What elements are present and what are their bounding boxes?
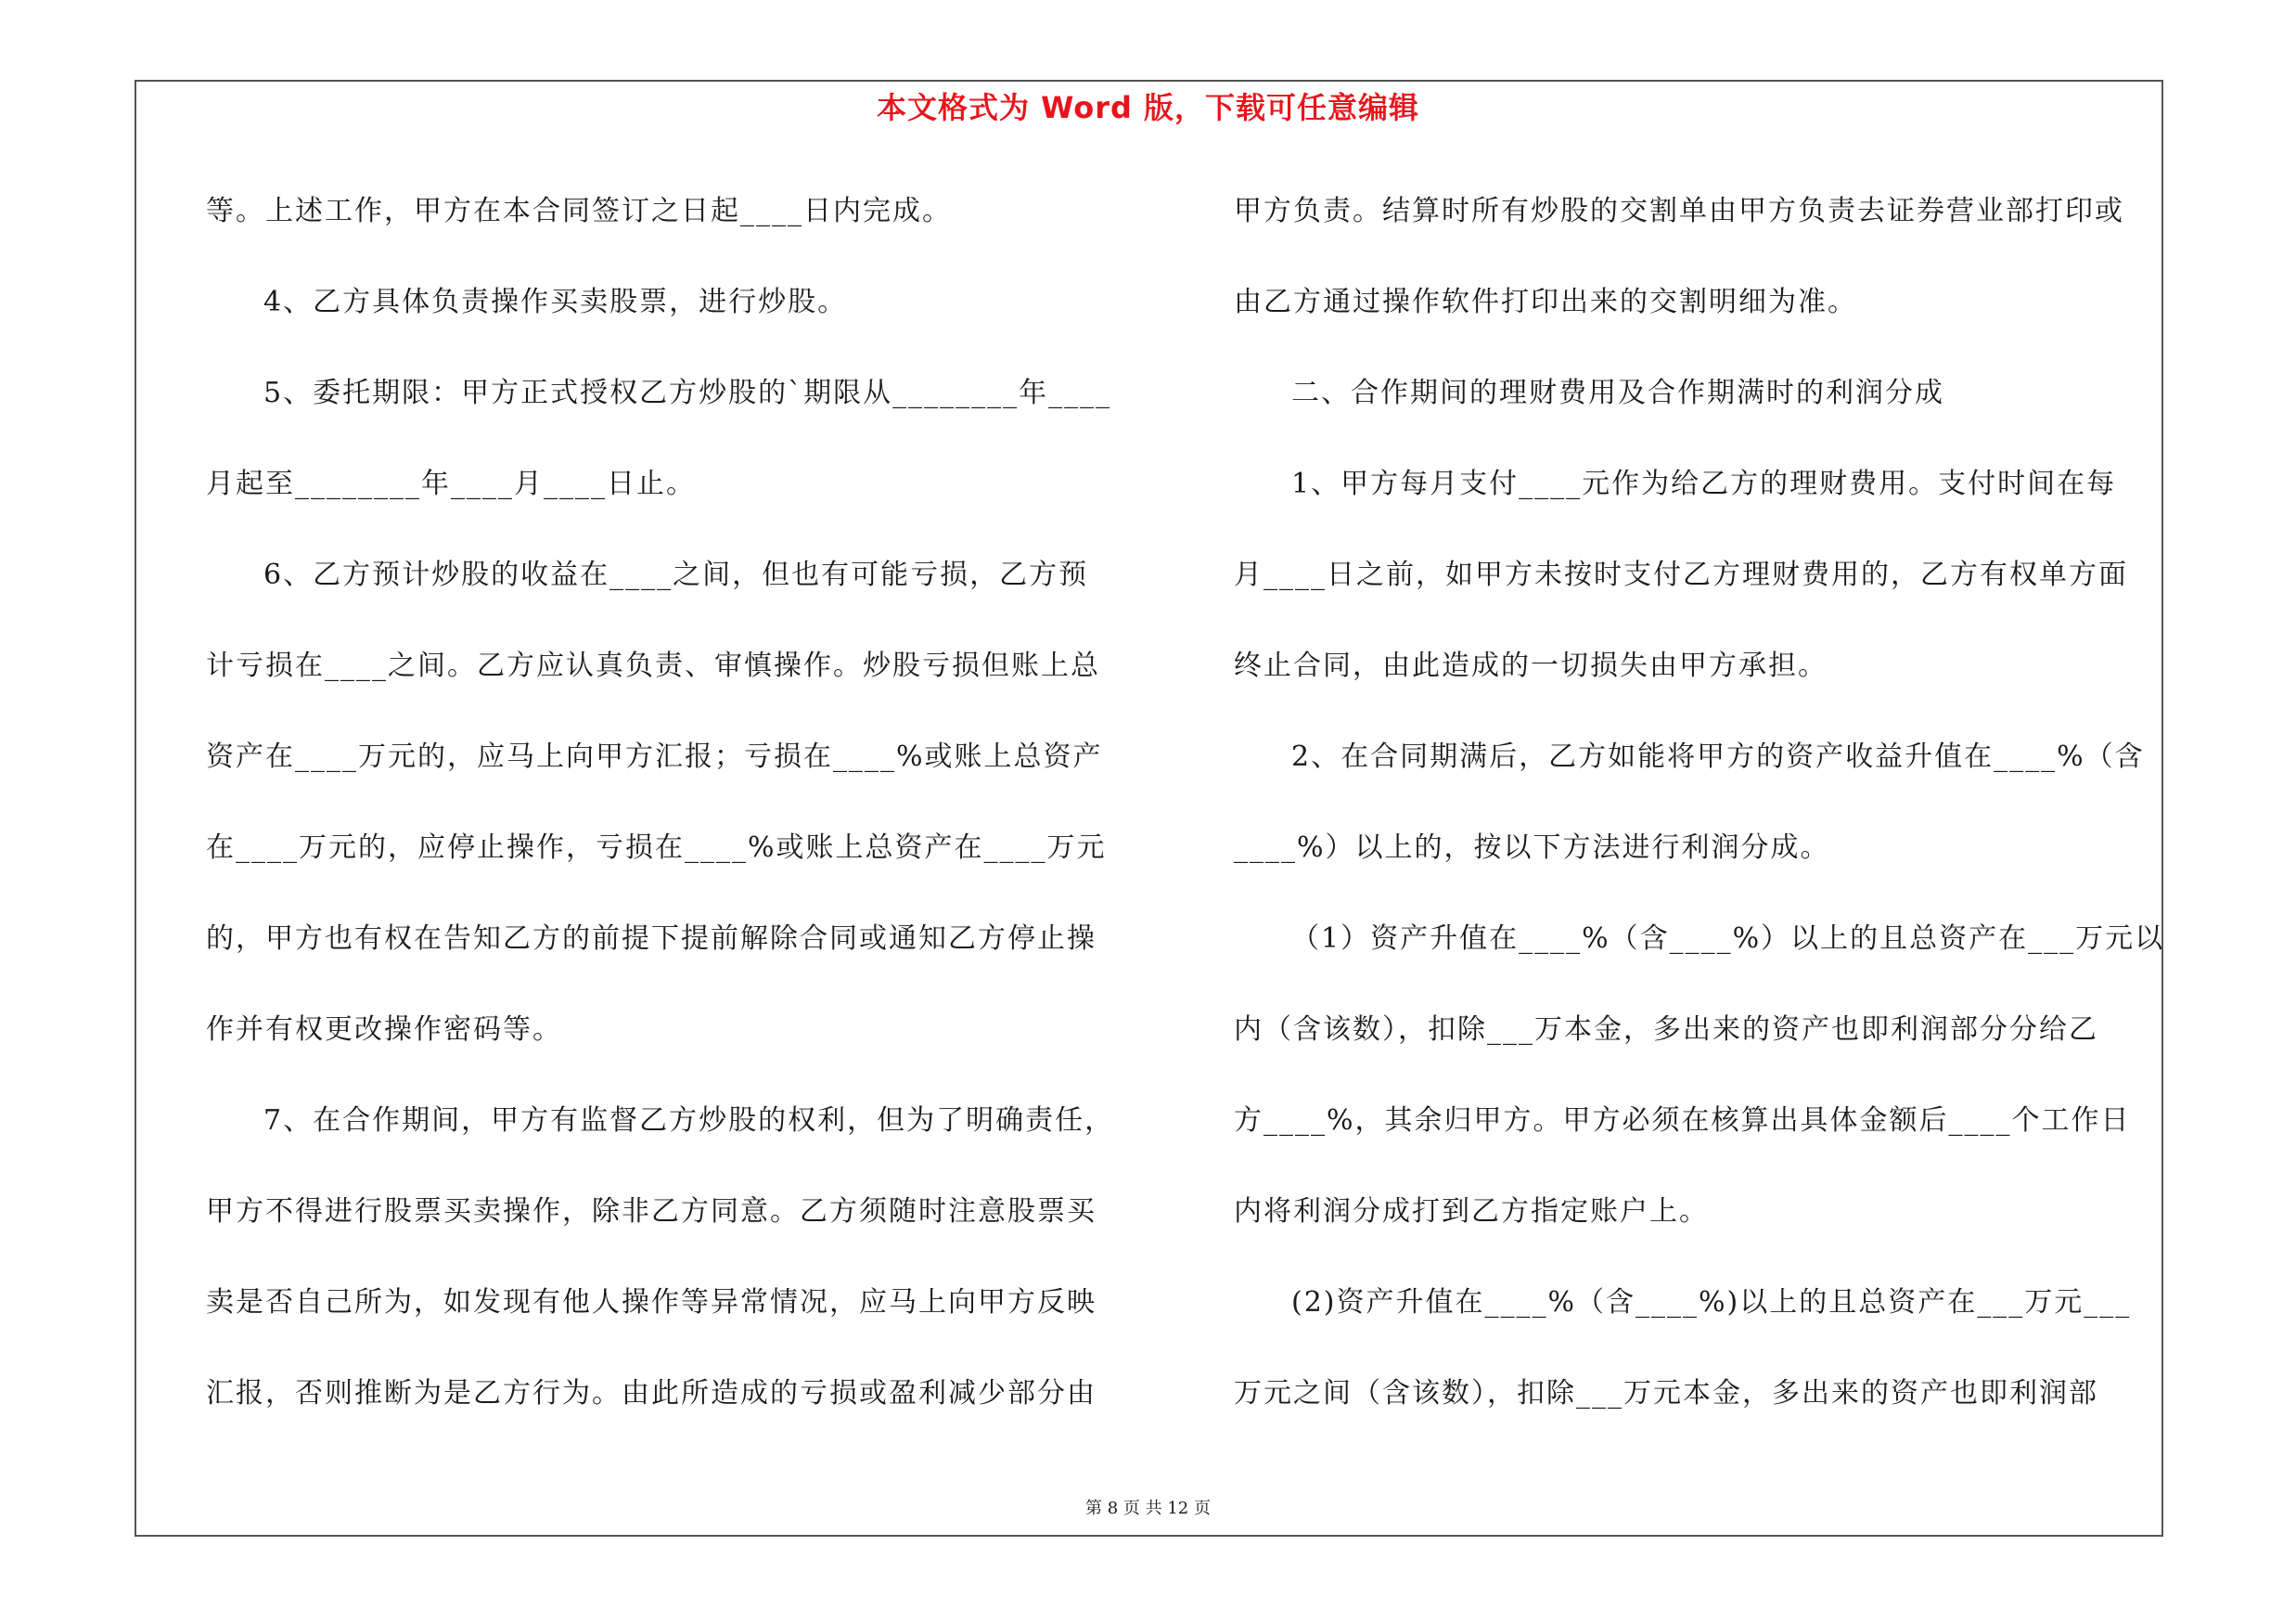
text-line: 的，甲方也有权在告知乙方的前提下提前解除合同或通知乙方停止操 — [206, 922, 1097, 955]
text-line: 在____万元的，应停止操作，亏损在____%或账上总资产在____万元 — [206, 831, 1107, 864]
text-line: 1、甲方每月支付____元作为给乙方的理财费用。支付时间在每 — [1291, 468, 2117, 500]
text-line: 7、在合作期间，甲方有监督乙方炒股的权利，但为了明确责任， — [263, 1104, 1115, 1137]
text-line: 汇报，否则推断为是乙方行为。由此所造成的亏损或盈利减少部分由 — [206, 1377, 1097, 1410]
text-line: 甲方不得进行股票买卖操作，除非乙方同意。乙方须随时注意股票买 — [206, 1195, 1097, 1228]
text-line: 计亏损在____之间。乙方应认真负责、审慎操作。炒股亏损但账上总 — [206, 650, 1100, 682]
text-line: ____%）以上的，按以下方法进行利润分成。 — [1234, 831, 1830, 864]
format-notice-banner: 本文格式为 Word 版，下载可任意编辑 — [876, 90, 1420, 125]
text-line: (2)资产升值在____%（含____%)以上的且总资产在___万元___ — [1291, 1286, 2132, 1319]
text-line: 万元之间（含该数），扣除___万元本金，多出来的资产也即利润部 — [1234, 1377, 2098, 1410]
text-line: 4、乙方具体负责操作买卖股票，进行炒股。 — [263, 286, 848, 318]
text-line: 月____日之前，如甲方未按时支付乙方理财费用的，乙方有权单方面 — [1234, 559, 2128, 591]
text-line: 由乙方通过操作软件打印出来的交割明细为准。 — [1234, 286, 1857, 318]
text-line: 2、在合同期满后，乙方如能将甲方的资产收益升值在____%（含 — [1291, 741, 2145, 773]
text-line: 月起至________年____月____日止。 — [206, 468, 696, 500]
text-line: 等。上述工作，甲方在本合同签订之日起____日内完成。 — [206, 195, 952, 227]
right-column — [1234, 186, 2173, 1459]
text-line: 资产在____万元的，应马上向甲方汇报；亏损在____%或账上总资产 — [206, 741, 1103, 773]
text-line: 5、委托期限：甲方正式授权乙方炒股的`期限从________年____ — [263, 377, 1112, 409]
text-line: 作并有权更改操作密码等。 — [206, 1013, 562, 1046]
page-number-footer: 第 8 页 共 12 页 — [1085, 1499, 1211, 1518]
text-line: 内（含该数），扣除___万本金，多出来的资产也即利润部分分给乙 — [1234, 1013, 2098, 1046]
text-line: 内将利润分成打到乙方指定账户上。 — [1234, 1195, 1709, 1228]
left-column — [206, 186, 1145, 1459]
text-line: 6、乙方预计炒股的收益在____之间，但也有可能亏损，乙方预 — [263, 559, 1089, 591]
text-line: 方____%，其余归甲方。甲方必须在核算出具体金额后____个工作日 — [1234, 1104, 2131, 1137]
text-line: 终止合同，由此造成的一切损失由甲方承担。 — [1234, 650, 1828, 682]
text-line: 甲方负责。结算时所有炒股的交割单由甲方负责去证券营业部打印或 — [1234, 195, 2124, 227]
text-line: 卖是否自己所为，如发现有他人操作等异常情况，应马上向甲方反映 — [206, 1286, 1097, 1319]
text-line: （1）资产升值在____%（含____%）以上的且总资产在___万元以 — [1291, 922, 2165, 955]
text-line: 二、合作期间的理财费用及合作期满时的利润分成 — [1291, 377, 1944, 409]
